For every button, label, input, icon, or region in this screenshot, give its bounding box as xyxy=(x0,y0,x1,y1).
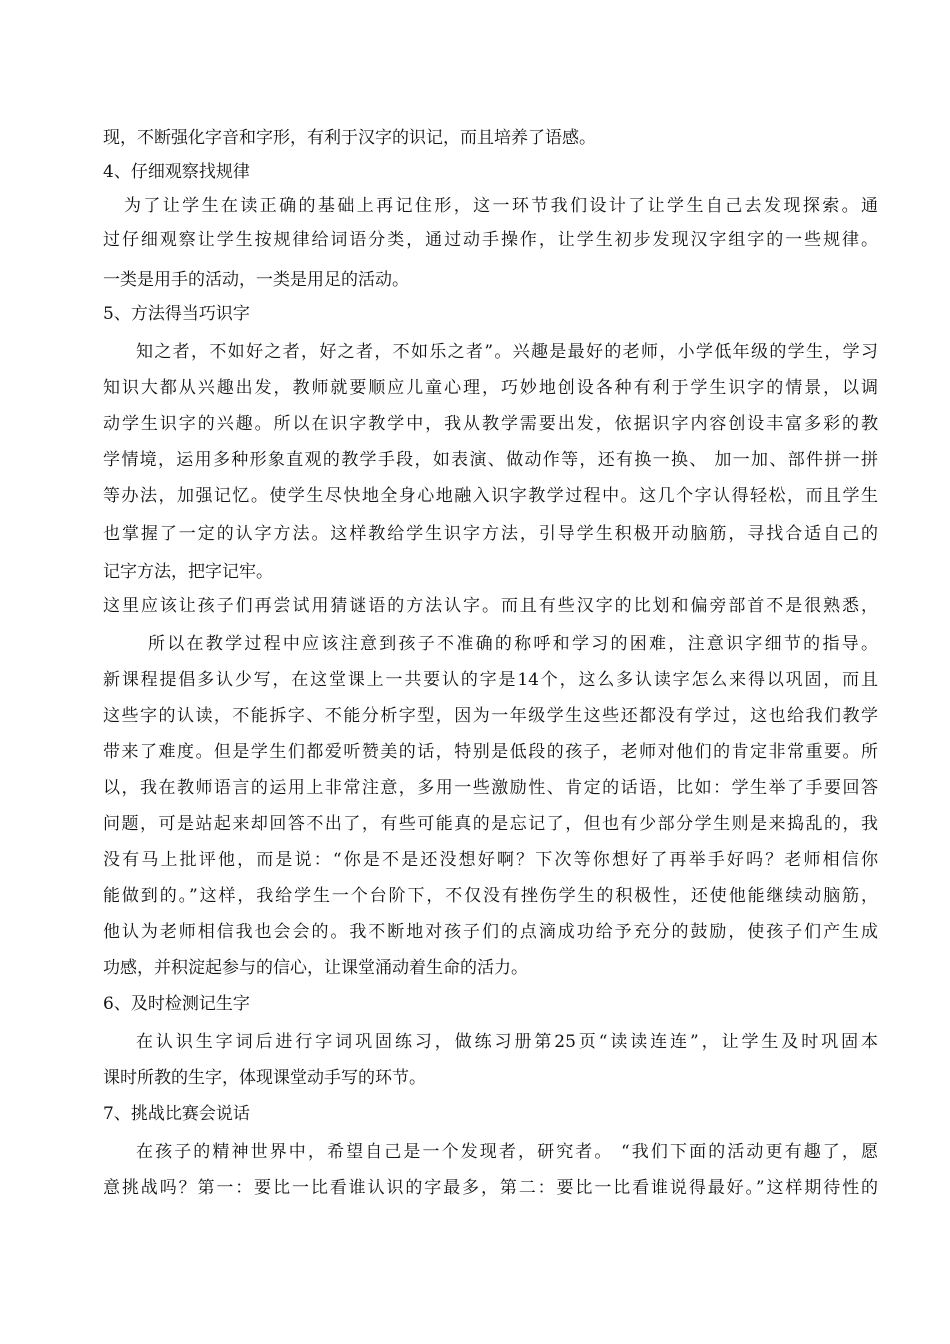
body-text-line: 学情境，运用多种形象直观的教学手段，如表演、做动作等，还有换一换、 加一加、部件拼一拼 xyxy=(103,450,878,470)
body-text-line: 功感，并积淀起参与的信心，让课堂涌动着生命的活力。 xyxy=(103,958,528,978)
body-text-line: 以，我在教师语言的运用上非常注意，多用一些激励性、肯定的话语，比如：学生举了手要回答 xyxy=(103,778,878,798)
body-text-line: 等办法，加强记忆。使学生尽快地全身心地融入识字教学过程中。这几个字认得轻松，而且学生 xyxy=(103,486,878,506)
body-text-line: 一类是用手的活动，一类是用足的活动。 xyxy=(103,270,409,290)
body-text-line: 记字方法，把字记牢。 xyxy=(103,562,273,582)
body-text-line: 知之者，不如好之者，好之者，不如乐之者”。兴趣是最好的老师，小学低年级的学生，学习 xyxy=(136,342,878,362)
body-text-line: 这些字的认读，不能拆字、不能分析字型，因为一年级学生这些还都没有学过，这也给我们教学 xyxy=(103,706,878,726)
section-heading-5: 5、方法得当巧识字 xyxy=(103,304,250,324)
body-text-line: 带来了难度。但是学生们都爱听赞美的话，特别是低段的孩子，老师对他们的肯定非常重要。所 xyxy=(103,742,878,762)
body-text-line: 动学生识字的兴趣。所以在识字教学中，我从教学需要出发，依据识字内容创设丰富多彩的教 xyxy=(103,414,878,434)
section-heading-4: 4、仔细观察找规律 xyxy=(103,162,250,182)
body-text-line: 知识大都从兴趣出发，教师就要顺应儿童心理，巧妙地创设各种有利于学生识字的情景，以调 xyxy=(103,378,878,398)
body-text-line: 这里应该让孩子们再尝试用猜谜语的方法认字。而且有些汉字的比划和偏旁部首不是很熟悉， xyxy=(103,596,878,616)
body-text-line: 能做到的。”这样，我给学生一个台阶下，不仅没有挫伤学生的积极性，还使他能继续动脑筋， xyxy=(103,886,878,906)
body-text-line: 课时所教的生字，体现课堂动手写的环节。 xyxy=(103,1068,426,1088)
body-text-line: 所以在教学过程中应该注意到孩子不准确的称呼和学习的困难，注意识字细节的指导。 xyxy=(148,634,878,654)
body-text-line: 没有马上批评他，而是说：“你是不是还没想好啊？下次等你想好了再举手好吗？老师相信你 xyxy=(103,850,878,870)
body-text-line: 他认为老师相信我也会会的。我不断地对孩子们的点滴成功给予充分的鼓励，使孩子们产生成 xyxy=(103,922,878,942)
body-text-line: 在认识生字词后进行字词巩固练习，做练习册第25页“读读连连”，让学生及时巩固本 xyxy=(136,1032,878,1052)
body-text-line: 也掌握了一定的认字方法。这样教给学生识字方法，引导学生积极开动脑筋，寻找合适自己的 xyxy=(103,524,878,544)
body-text-line: 在孩子的精神世界中，希望自己是一个发现者，研究者。 “我们下面的活动更有趣了，愿 xyxy=(136,1142,878,1162)
body-text-line: 为了让学生在读正确的基础上再记住形，这一环节我们设计了让学生自己去发现探索。通 xyxy=(124,196,878,216)
body-text-line: 问题，可是站起来却回答不出了，有些可能真的是忘记了，但也有少部分学生则是来捣乱的，我 xyxy=(103,814,878,834)
body-text-line: 过仔细观察让学生按规律给词语分类，通过动手操作，让学生初步发现汉字组字的一些规律。 xyxy=(103,230,878,250)
section-heading-7: 7、挑战比赛会说话 xyxy=(103,1104,250,1124)
body-text-line: 现，不断强化字音和字形，有利于汉字的识记，而且培养了语感。 xyxy=(103,128,596,148)
section-heading-6: 6、及时检测记生字 xyxy=(103,994,250,1014)
body-text-line: 意挑战吗？第一：要比一比看谁认识的字最多，第二：要比一比看谁说得最好。”这样期待性的 xyxy=(103,1178,878,1198)
body-text-line: 新课程提倡多认少写，在这堂课上一共要认的字是14个，这么多认读字怎么来得以巩固，而且 xyxy=(103,670,878,690)
